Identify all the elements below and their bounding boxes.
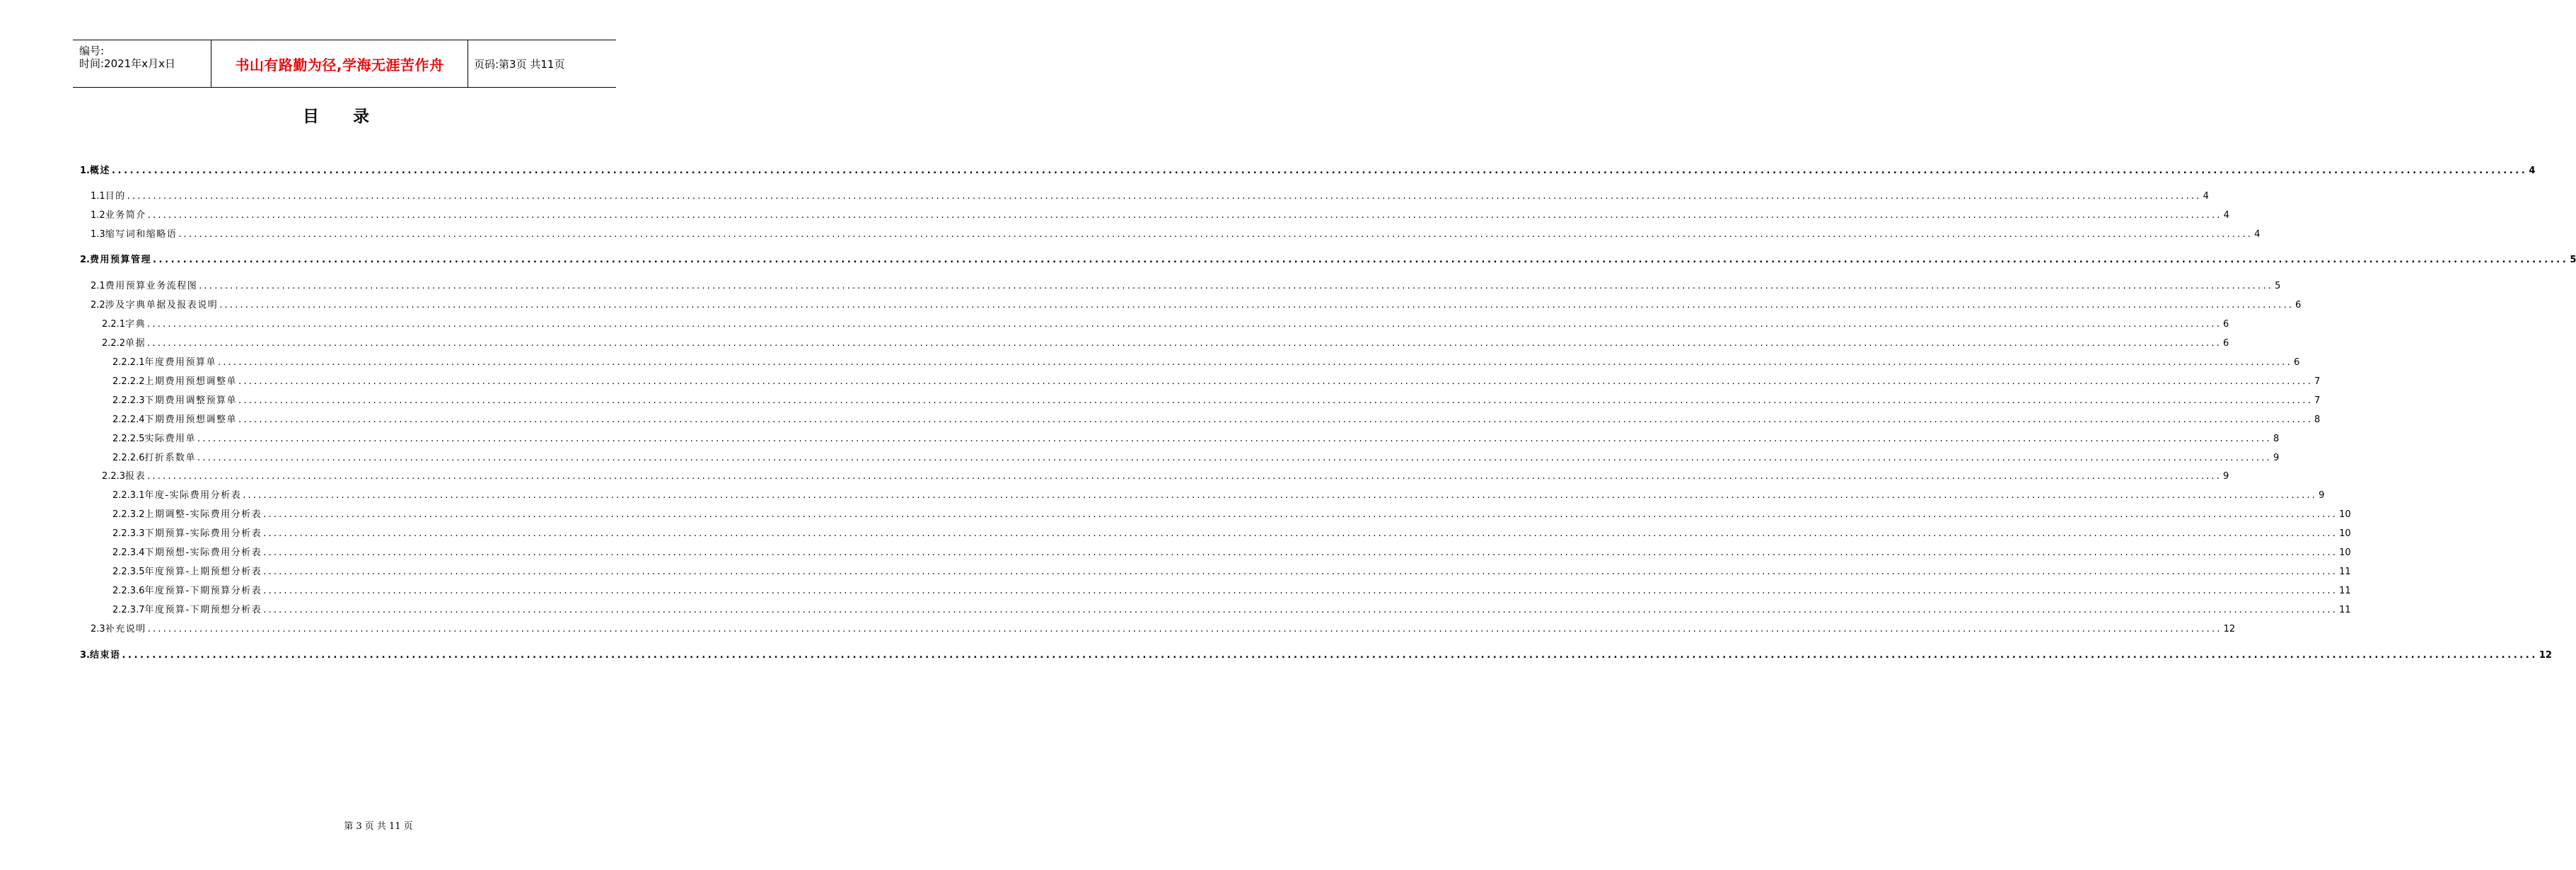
toc-entry[interactable] — [112, 584, 2351, 598]
toc-entry-page: 8 — [2273, 434, 2280, 444]
document-time-label: 时间:2021年x月x日 — [79, 57, 175, 70]
toc-entry-page: 7 — [2314, 376, 2321, 387]
toc-entry-number: 2.2 — [91, 300, 105, 311]
toc-dot-leader: ................................................................................................................................................................................................................................................................................................................................................................................................................ — [153, 255, 2569, 265]
toc-entry-number: 2.2.3.2 — [112, 509, 145, 520]
toc-entry-page: 9 — [2223, 471, 2229, 482]
toc-dot-leader: ................................................................................................................................................................................................................................................................................................................................................................................................................ — [147, 319, 2222, 330]
toc-dot-leader: ................................................................................................................................................................................................................................................................................................................................................................................................................ — [147, 471, 2222, 482]
toc-title: 目录 — [303, 108, 403, 126]
toc-entry[interactable] — [112, 451, 2280, 465]
toc-entry-title: 补充说明 — [105, 624, 146, 634]
toc-dot-leader: ................................................................................................................................................................................................................................................................................................................................................................................................................ — [263, 547, 2338, 558]
toc-entry[interactable] — [112, 356, 2300, 370]
toc-entry[interactable] — [91, 209, 2229, 223]
toc-dot-leader: ................................................................................................................................................................................................................................................................................................................................................................................................................ — [197, 434, 2272, 444]
toc-dot-leader: ................................................................................................................................................................................................................................................................................................................................................................................................................ — [178, 229, 2253, 240]
footer-page-number: 第 3 页 共 11 页 — [344, 821, 413, 832]
toc-entry[interactable] — [80, 649, 2552, 663]
toc-entry[interactable] — [102, 318, 2229, 332]
toc-entry-number: 1.1 — [91, 191, 105, 202]
toc-dot-leader: ................................................................................................................................................................................................................................................................................................................................................................................................................ — [197, 453, 2272, 463]
toc-entry-number: 2.2.2.1 — [112, 357, 145, 368]
toc-entry[interactable] — [112, 527, 2351, 541]
document-number-label: 编号: — [79, 45, 105, 57]
toc-dot-leader: ................................................................................................................................................................................................................................................................................................................................................................................................................ — [147, 624, 2222, 634]
toc-entry-title: 上期费用预想调整单 — [144, 376, 237, 387]
toc-entry-page: 6 — [2223, 319, 2229, 330]
toc-entry-title: 年度预算-下期预算分析表 — [144, 586, 262, 596]
toc-entry-title: 下期预算-实际费用分析表 — [144, 528, 262, 539]
toc-dot-leader: ................................................................................................................................................................................................................................................................................................................................................................................................................ — [238, 395, 2313, 406]
toc-entry-number: 2.2.3.3 — [112, 528, 145, 539]
toc-entry[interactable] — [102, 470, 2229, 484]
toc-entry-title: 上期调整-实际费用分析表 — [144, 509, 262, 520]
toc-entry-number: 2. — [80, 255, 90, 265]
toc-entry-page: 8 — [2314, 414, 2321, 425]
toc-entry-title: 单据 — [125, 338, 146, 349]
toc-entry-title: 业务简介 — [105, 210, 146, 221]
toc-dot-leader: ................................................................................................................................................................................................................................................................................................................................................................................................................ — [263, 509, 2338, 520]
toc-entry[interactable] — [112, 432, 2280, 446]
toc-entry-page: 9 — [2273, 453, 2280, 463]
toc-entry-page: 4 — [2254, 229, 2261, 240]
toc-entry[interactable] — [91, 279, 2281, 294]
toc-entry[interactable] — [91, 190, 2209, 204]
toc-entry-number: 3. — [80, 650, 90, 661]
toc-entry-title: 下期费用调整预算单 — [144, 395, 237, 406]
header-motto-cell — [211, 40, 468, 87]
toc-entry-page: 11 — [2339, 605, 2351, 615]
toc-dot-leader: ................................................................................................................................................................................................................................................................................................................................................................................................................ — [147, 210, 2222, 221]
toc-entry-title: 结束语 — [89, 650, 121, 661]
toc-entry[interactable] — [80, 253, 2576, 267]
toc-entry[interactable] — [112, 603, 2351, 617]
toc-entry-title: 目的 — [105, 191, 126, 202]
header-page-info: 页码:第3页 共11页 — [474, 57, 565, 71]
toc-entry-page: 10 — [2339, 547, 2351, 558]
toc-entry-title: 年度预算-下期预想分析表 — [144, 605, 262, 615]
toc-entry-title: 缩写词和缩略语 — [105, 229, 178, 240]
toc-entry-number: 2.2.3.1 — [112, 490, 145, 501]
toc-entry-number: 2.2.3.6 — [112, 586, 145, 596]
toc-entry[interactable] — [112, 394, 2321, 408]
toc-entry-page: 12 — [2539, 650, 2552, 661]
toc-entry-number: 2.2.2.6 — [112, 453, 145, 463]
toc-entry-number: 2.1 — [91, 281, 105, 291]
toc-entry-number: 1.2 — [91, 210, 105, 221]
header-left-cell — [73, 40, 211, 87]
toc-entry[interactable] — [91, 228, 2261, 242]
toc-dot-leader: ................................................................................................................................................................................................................................................................................................................................................................................................................ — [112, 166, 2528, 176]
page-header — [73, 40, 616, 88]
toc-entry-page: 4 — [2223, 210, 2229, 221]
toc-dot-leader: ................................................................................................................................................................................................................................................................................................................................................................................................................ — [199, 281, 2274, 291]
toc-entry-title: 字典 — [125, 319, 146, 330]
toc-entry-number: 2.2.3.7 — [112, 605, 145, 615]
toc-entry-number: 2.2.2 — [102, 338, 126, 349]
toc-entry-number: 1. — [80, 166, 90, 176]
toc-entry[interactable] — [112, 508, 2351, 522]
toc-entry-title: 下期费用预想调整单 — [144, 414, 237, 425]
toc-entry[interactable] — [112, 489, 2325, 503]
toc-entry-page: 11 — [2339, 586, 2351, 596]
toc-entry-page: 6 — [2295, 300, 2302, 311]
toc-entry-number: 2.2.3.5 — [112, 567, 145, 577]
toc-entry-title: 费用预算业务流程图 — [105, 281, 198, 291]
toc-entry[interactable] — [80, 164, 2536, 178]
toc-entry[interactable] — [112, 413, 2321, 427]
toc-entry[interactable] — [102, 337, 2229, 351]
toc-entry-number: 2.3 — [91, 624, 105, 634]
toc-entry-title: 年度-实际费用分析表 — [144, 490, 242, 501]
toc-entry-title: 打折系数单 — [144, 453, 196, 463]
toc-entry-page: 10 — [2339, 528, 2351, 539]
toc-entry-page: 12 — [2223, 624, 2236, 634]
page-footer — [0, 818, 672, 832]
toc-dot-leader: ................................................................................................................................................................................................................................................................................................................................................................................................................ — [263, 567, 2338, 577]
toc-dot-leader: ................................................................................................................................................................................................................................................................................................................................................................................................................ — [218, 357, 2292, 368]
toc-entry-title: 年度费用预算单 — [144, 357, 216, 368]
toc-entry-page: 4 — [2529, 166, 2536, 176]
toc-entry-page: 5 — [2275, 281, 2281, 291]
toc-entry[interactable] — [112, 375, 2321, 389]
toc-entry-title: 年度预算-上期预想分析表 — [144, 567, 262, 577]
toc-dot-leader: ................................................................................................................................................................................................................................................................................................................................................................................................................ — [263, 586, 2338, 596]
toc-dot-leader: ................................................................................................................................................................................................................................................................................................................................................................................................................ — [263, 528, 2338, 539]
toc-entry[interactable] — [91, 298, 2302, 313]
toc-entry-page: 11 — [2339, 567, 2351, 577]
toc-entry-page: 6 — [2223, 338, 2229, 349]
header-motto: 书山有路勤为径,学海无涯苦作舟 — [235, 56, 444, 74]
toc-entry[interactable] — [112, 546, 2351, 560]
toc-entry-page: 6 — [2293, 357, 2300, 368]
toc-entry-page: 5 — [2570, 255, 2576, 265]
toc-dot-leader: ................................................................................................................................................................................................................................................................................................................................................................................................................ — [127, 191, 2202, 202]
toc-dot-leader: ................................................................................................................................................................................................................................................................................................................................................................................................................ — [219, 300, 2294, 311]
toc-dot-leader: ................................................................................................................................................................................................................................................................................................................................................................................................................ — [238, 376, 2313, 387]
toc-entry-number: 2.2.3 — [102, 471, 126, 482]
toc-entry-number: 2.2.3.4 — [112, 547, 145, 558]
toc-entry-page: 7 — [2314, 395, 2321, 406]
toc-entry-title: 费用预算管理 — [89, 255, 151, 265]
toc-entry-title: 报表 — [125, 471, 146, 482]
toc-dot-leader: ................................................................................................................................................................................................................................................................................................................................................................................................................ — [238, 414, 2313, 425]
toc-entry-title: 概述 — [89, 166, 110, 176]
toc-dot-leader: ................................................................................................................................................................................................................................................................................................................................................................................................................ — [263, 605, 2338, 615]
toc-dot-leader: ................................................................................................................................................................................................................................................................................................................................................................................................................ — [147, 338, 2222, 349]
toc-entry-number: 2.2.2.3 — [112, 395, 145, 406]
toc-entry-title: 下期预想-实际费用分析表 — [144, 547, 262, 558]
toc-entry-page: 10 — [2339, 509, 2351, 520]
toc-entry[interactable] — [91, 622, 2236, 637]
toc-dot-leader: ................................................................................................................................................................................................................................................................................................................................................................................................................ — [243, 490, 2318, 501]
toc-entry-title: 实际费用单 — [144, 434, 196, 444]
toc-entry-page: 9 — [2319, 490, 2325, 501]
toc-dot-leader: ................................................................................................................................................................................................................................................................................................................................................................................................................ — [122, 650, 2538, 661]
toc-entry-page: 4 — [2203, 191, 2209, 202]
toc-entry[interactable] — [112, 565, 2351, 579]
toc-entry-number: 2.2.2.2 — [112, 376, 145, 387]
toc-entry-number: 2.2.1 — [102, 319, 126, 330]
toc-entry-number: 2.2.2.5 — [112, 434, 145, 444]
toc-entry-number: 1.3 — [91, 229, 105, 240]
toc-entry-title: 涉及字典单据及报表说明 — [105, 300, 219, 311]
header-page-cell — [468, 40, 616, 87]
toc-entry-number: 2.2.2.4 — [112, 414, 145, 425]
